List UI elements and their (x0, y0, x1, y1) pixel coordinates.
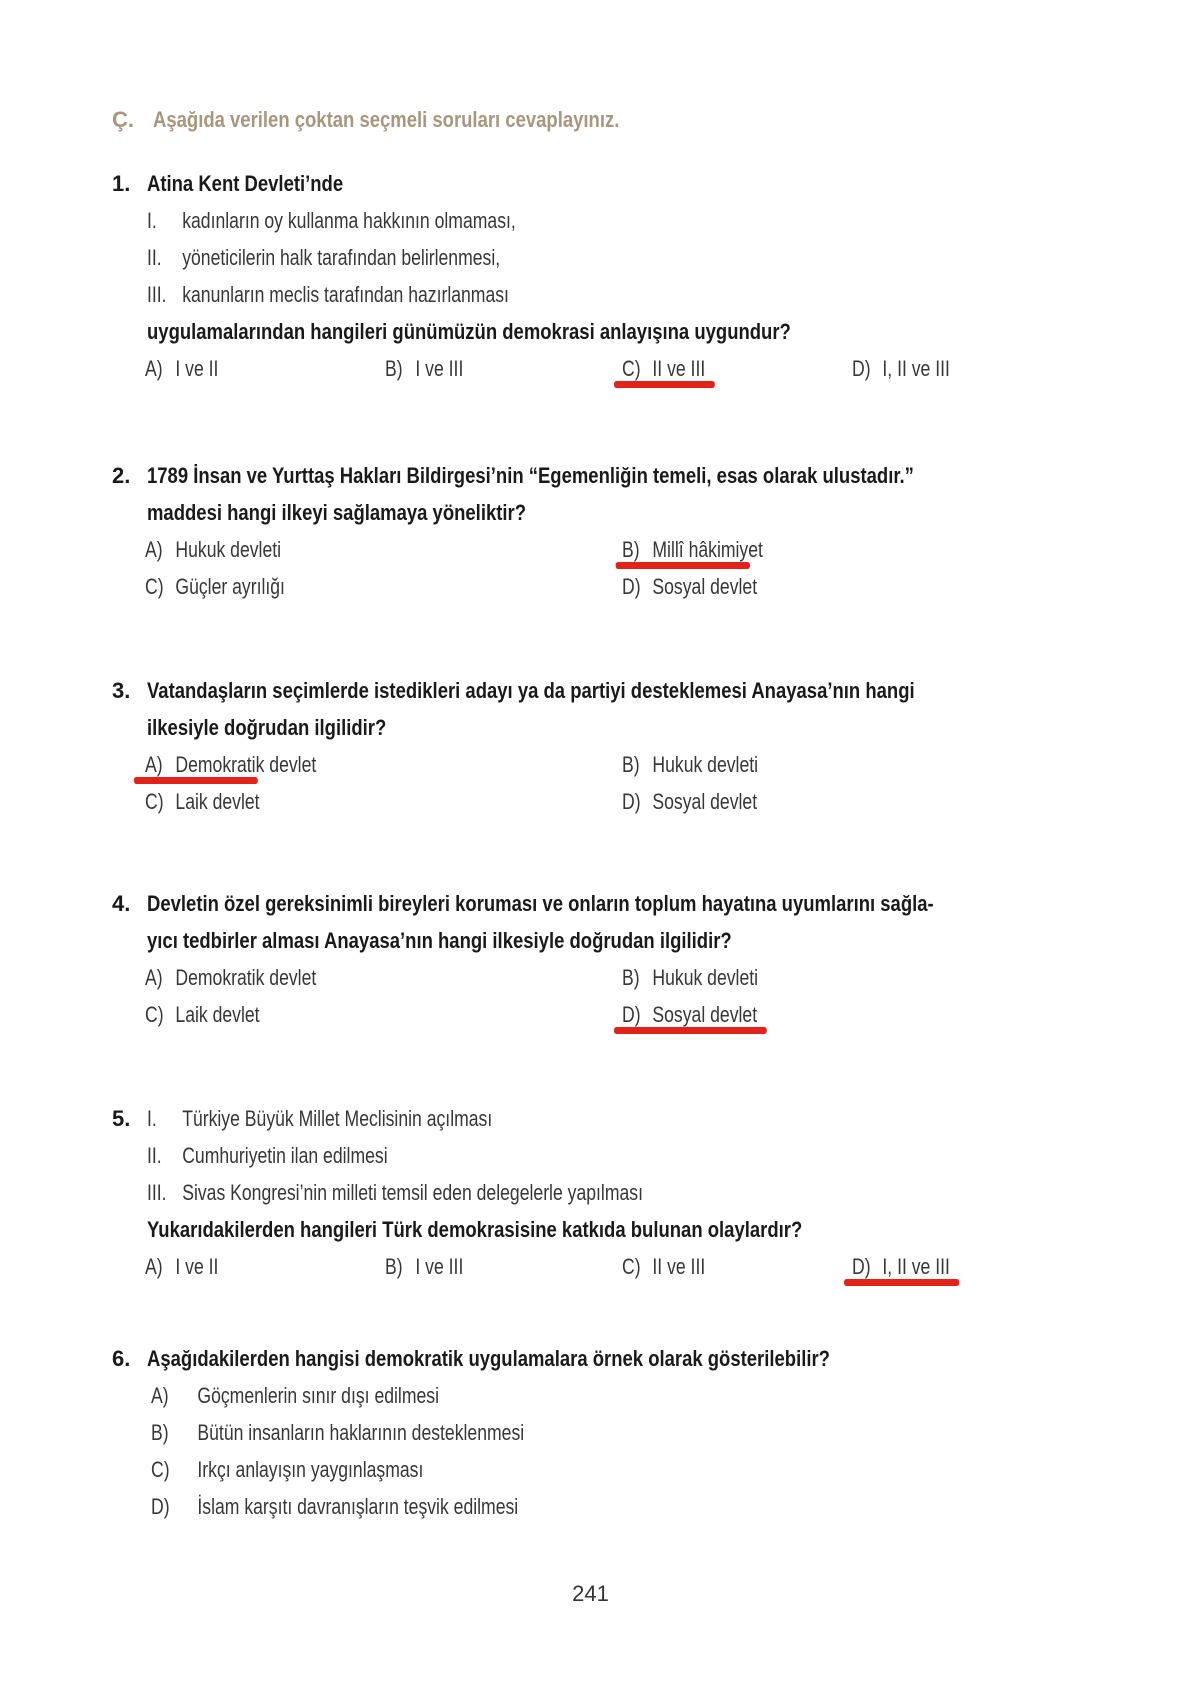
question-closing-line: Yukarıdakilerden hangileri Türk demokrasisine katkıda bulunan olaylardır? (147, 1217, 803, 1242)
option-text: I ve III (415, 1254, 464, 1279)
question-number: 3. (112, 678, 131, 703)
question-stem-line: Aşağıdakilerden hangisi demokratik uygulamalara örnek olarak gösterilebilir? (147, 1346, 830, 1371)
list-item-numeral: I. (147, 208, 157, 233)
option-text: Hukuk devleti (175, 537, 282, 562)
option-label: B) (622, 537, 640, 562)
option-label: D) (622, 789, 641, 814)
options-row (147, 1488, 797, 1525)
option-text: Sosyal devlet (652, 789, 758, 814)
list-item-text: kanunların meclis tarafından hazırlanması (182, 282, 509, 307)
option-text: II ve III (652, 356, 706, 381)
option-text: I ve II (175, 1254, 219, 1279)
answer-underline (844, 1279, 959, 1286)
answer-underline (614, 381, 715, 388)
option-text: I ve III (415, 356, 464, 381)
option-label: D) (852, 1254, 871, 1279)
question-4 (112, 885, 1084, 1033)
question-number: 6. (112, 1346, 131, 1371)
option-text: Sosyal devlet (652, 574, 758, 599)
question-stem-line: Atina Kent Devleti’nde (147, 171, 344, 196)
option-label: A) (145, 356, 163, 381)
option-label: D) (852, 356, 871, 381)
options-row (147, 783, 1061, 820)
option-text: Güçler ayrılığı (175, 574, 285, 599)
option-text: Hukuk devleti (652, 965, 759, 990)
option-label: B) (385, 1254, 403, 1279)
question-stem-line: Devletin özel gereksinimli bireyleri koruması ve onların toplum hayatına uyumlarını sağla- (147, 891, 934, 916)
option-a (145, 1248, 218, 1285)
option-c (151, 1451, 423, 1488)
option-label: B) (622, 752, 640, 777)
option-text: II ve III (652, 1254, 706, 1279)
list-item-numeral: II. (147, 1143, 162, 1168)
option-a (151, 1377, 439, 1414)
question-6 (112, 1340, 960, 1525)
option-b (151, 1414, 524, 1451)
option-label: C) (145, 574, 164, 599)
question-body (147, 672, 1061, 820)
option-label: A) (151, 1383, 169, 1408)
question-body (147, 457, 1060, 605)
option-label: A) (145, 965, 163, 990)
option-label: C) (622, 356, 641, 381)
question-number: 1. (112, 171, 131, 196)
options-row (145, 1248, 950, 1285)
option-text: I ve II (175, 356, 219, 381)
option-text: İslam karşıtı davranışların teşvik edilmesi (197, 1494, 519, 1519)
option-label: C) (145, 789, 164, 814)
question-5 (112, 1100, 950, 1285)
option-text: Millî hâkimiyet (652, 537, 763, 562)
list-item-text: kadınların oy kullanma hakkının olmaması, (182, 208, 516, 233)
option-d (151, 1488, 518, 1525)
option-b (385, 1248, 463, 1285)
option-b (385, 350, 463, 387)
option-d (852, 350, 950, 387)
option-text: Laik devlet (175, 789, 260, 814)
list-item-numeral: III. (147, 1180, 167, 1205)
list-item (147, 1174, 771, 1211)
list-item-text: Sivas Kongresi’nin milleti temsil eden delegelerle yapılması (182, 1180, 643, 1205)
option-label: B) (385, 356, 403, 381)
option-label: A) (145, 537, 163, 562)
list-item-numeral: III. (147, 282, 167, 307)
question-1 (112, 165, 950, 387)
option-d (852, 1248, 950, 1285)
option-c (145, 996, 260, 1033)
list-item (147, 202, 760, 239)
option-label: B) (622, 965, 640, 990)
option-d (622, 783, 757, 820)
question-body (147, 885, 1084, 1033)
options-row (147, 531, 1060, 568)
option-label: D) (151, 1494, 170, 1519)
option-b (622, 531, 763, 568)
option-c (145, 783, 260, 820)
option-text: Göçmenlerin sınır dışı edilmesi (197, 1383, 439, 1408)
option-label: C) (151, 1457, 170, 1482)
question-body (147, 1340, 960, 1525)
option-label: D) (622, 574, 641, 599)
list-item (147, 1137, 771, 1174)
options-row (147, 1451, 797, 1488)
question-number: 2. (112, 463, 131, 488)
list-item (147, 1100, 771, 1137)
section-title: Aşağıda verilen çoktan seçmeli soruları cevaplayınız. (153, 107, 620, 132)
option-text: Hukuk devleti (652, 752, 759, 777)
question-stem-line: yıcı tedbirler alması Anayasa’nın hangi ilkesiyle doğrudan ilgilidir? (147, 928, 732, 953)
option-a (145, 746, 316, 783)
options-row (147, 568, 1060, 605)
options-row (147, 996, 1084, 1033)
option-a (145, 350, 218, 387)
option-c (145, 568, 285, 605)
option-text: Laik devlet (175, 1002, 260, 1027)
list-item-text: Türkiye Büyük Millet Meclisinin açılması (182, 1106, 493, 1131)
option-c (622, 1248, 705, 1285)
section-letter: Ç. (112, 107, 134, 132)
options-row (147, 746, 1061, 783)
list-item (147, 276, 760, 313)
options-row (147, 959, 1084, 996)
option-text: Demokratik devlet (175, 965, 317, 990)
option-label: C) (145, 1002, 164, 1027)
answer-underline (614, 1027, 767, 1034)
option-text: I, II ve III (882, 356, 950, 381)
option-label: A) (145, 752, 163, 777)
page-number: 241 (572, 1581, 609, 1606)
options-row (147, 1414, 797, 1451)
list-item-text: Cumhuriyetin ilan edilmesi (182, 1143, 388, 1168)
option-a (145, 959, 316, 996)
option-label: B) (151, 1420, 169, 1445)
section-header (112, 106, 708, 134)
option-text: Sosyal devlet (652, 1002, 758, 1027)
option-label: C) (622, 1254, 641, 1279)
option-b (622, 959, 758, 996)
list-item (147, 239, 760, 276)
option-text: I, II ve III (882, 1254, 950, 1279)
question-stem-line: 1789 İnsan ve Yurttaş Hakları Bildirgesi’nin “Egemenliğin temeli, esas olarak ulustadır.” (147, 463, 914, 488)
option-d (622, 568, 757, 605)
question-body (145, 165, 950, 387)
question-closing-line: uygulamalarından hangileri günümüzün demokrasi anlayışına uygundur? (147, 319, 791, 344)
question-stem-line: maddesi hangi ilkeyi sağlamaya yöneliktir? (147, 500, 526, 525)
list-item-text: yöneticilerin halk tarafından belirlenmesi, (182, 245, 501, 270)
option-c (622, 350, 705, 387)
question-3 (112, 672, 1061, 820)
option-label: D) (622, 1002, 641, 1027)
option-d (622, 996, 757, 1033)
options-row (145, 350, 950, 387)
question-number: 4. (112, 891, 131, 916)
option-text: Irkçı anlayışın yaygınlaşması (197, 1457, 424, 1482)
page-footer (0, 1580, 1181, 1608)
question-stem-line: ilkesiyle doğrudan ilgilidir? (147, 715, 387, 740)
option-label: A) (145, 1254, 163, 1279)
option-b (622, 746, 758, 783)
option-a (145, 531, 281, 568)
option-text: Bütün insanların haklarının desteklenmesi (197, 1420, 525, 1445)
list-item-numeral: I. (147, 1106, 157, 1131)
option-text: Demokratik devlet (175, 752, 317, 777)
options-row (147, 1377, 797, 1414)
list-item-numeral: II. (147, 245, 162, 270)
question-number: 5. (112, 1106, 131, 1131)
question-stem-line: Vatandaşların seçimlerde istedikleri adayı ya da partiyi desteklemesi Anayasa’nın hangi (147, 678, 915, 703)
question-body (145, 1100, 950, 1285)
question-2 (112, 457, 1060, 605)
